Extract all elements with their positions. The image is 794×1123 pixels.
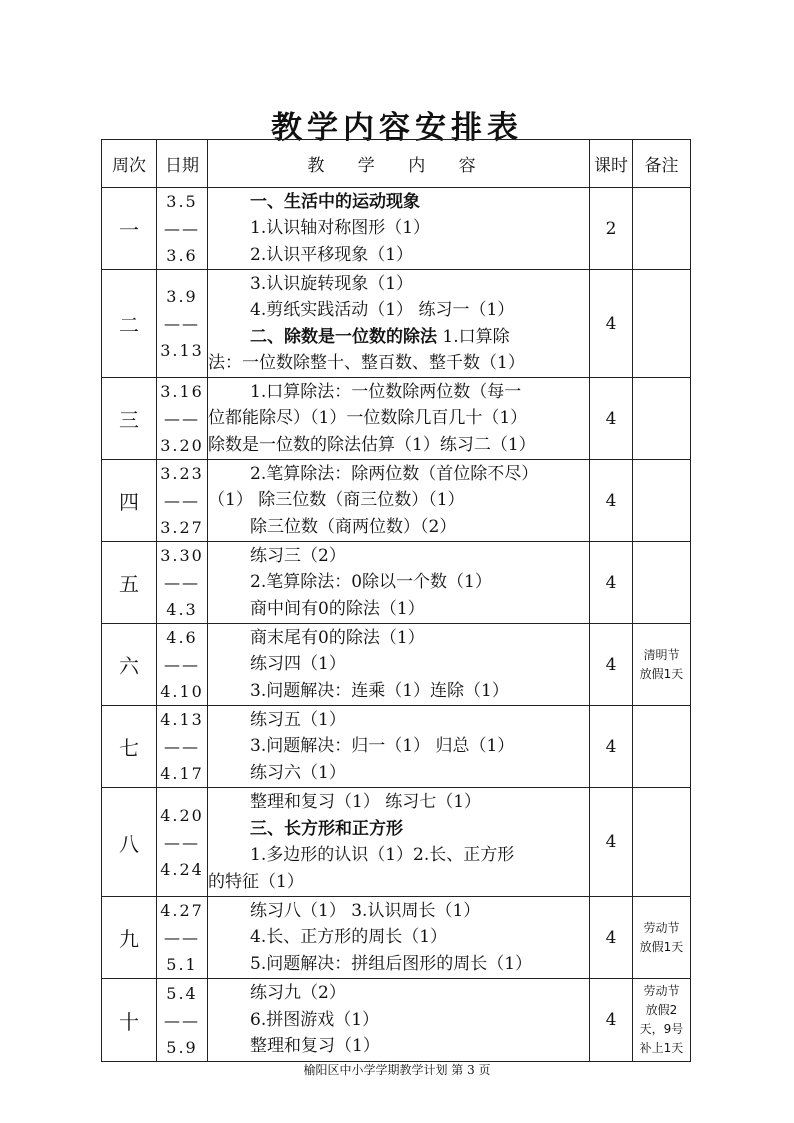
- section-heading: 一、生活中的运动现象: [250, 191, 420, 212]
- date-line: 4.3: [166, 600, 198, 619]
- date-line: ——: [164, 409, 200, 428]
- content-text: 1.多边形的认识（1）2.长、正方形: [250, 845, 515, 865]
- content-line: [208, 625, 589, 652]
- content-line: [208, 432, 589, 459]
- content-line: [208, 651, 589, 678]
- hours-cell: 2: [590, 188, 633, 270]
- content-text: 练习六（1）: [250, 762, 346, 783]
- content-text: 的特征（1）: [208, 871, 304, 892]
- content-cell: [208, 542, 590, 624]
- note-cell: [633, 270, 691, 378]
- week-cell: 二: [102, 270, 157, 378]
- content-cell: [208, 188, 590, 270]
- date-line: 4.6: [166, 628, 198, 647]
- date-line: 3.27: [160, 518, 204, 537]
- page-footer: 榆阳区中小学学期教学计划 第 3 页: [303, 1063, 491, 1077]
- content-cell: [208, 979, 590, 1062]
- content-line: [208, 924, 589, 951]
- note-cell: [633, 706, 691, 788]
- header-content: 教 学 内 容: [208, 140, 590, 188]
- note-cell: [633, 542, 691, 624]
- date-line: 3.16: [160, 382, 204, 401]
- date-line: ——: [164, 928, 200, 947]
- content-line: [208, 842, 589, 869]
- note-cell: [633, 897, 691, 979]
- table-row: [102, 270, 691, 378]
- content-cell: [208, 897, 590, 979]
- content-text: 5.问题解决：拼组后图形的周长（1）: [250, 953, 533, 974]
- table-row: [102, 979, 691, 1062]
- date-line: 4.17: [160, 764, 204, 783]
- content-text: 练习五（1）: [250, 709, 346, 730]
- header-note: 备注: [633, 140, 691, 188]
- date-line: ——: [164, 491, 200, 510]
- date-line: 4.10: [160, 682, 204, 701]
- date-line: ——: [164, 737, 200, 756]
- date-line: ——: [164, 573, 200, 592]
- header-date: 日期: [157, 140, 208, 188]
- table-row: [102, 460, 691, 542]
- content-text: 商中间有0的除法（1）: [250, 598, 425, 619]
- hours-cell: 4: [590, 624, 633, 706]
- note-cell: [633, 378, 691, 460]
- content-cell: [208, 706, 590, 788]
- section-heading: 二、除数是一位数的除法: [250, 326, 437, 347]
- content-cell: [208, 788, 590, 897]
- content-line: [208, 760, 589, 787]
- note-line: 放假2: [645, 1003, 678, 1017]
- note-cell: [633, 624, 691, 706]
- table-row: [102, 706, 691, 788]
- note-line: 放假1天: [639, 666, 684, 681]
- content-text: （1） 除三位数（商三位数）（1）: [208, 490, 465, 511]
- content-line: [208, 569, 589, 596]
- date-line: 3.9: [166, 287, 198, 306]
- note-line: 劳动节: [643, 920, 680, 935]
- content-line: [208, 242, 589, 269]
- content-text: 除数是一位数的除法估算（1）练习二（1）: [208, 434, 536, 455]
- note-line: 放假1天: [639, 939, 684, 954]
- note-cell: [633, 788, 691, 897]
- hours-cell: 4: [590, 788, 633, 897]
- date-line: 3.13: [160, 341, 204, 360]
- header-hours: 课时: [590, 140, 633, 188]
- date-line: ——: [164, 832, 200, 852]
- hours-cell: 4: [590, 460, 633, 542]
- content-line: [208, 898, 589, 925]
- content-text: 3.问题解决：归一（1） 归总（1）: [250, 736, 515, 757]
- content-text: 1.认识轴对称图形（1）: [250, 218, 431, 239]
- date-cell: [157, 378, 208, 460]
- week-cell: 七: [102, 706, 157, 788]
- content-text: 3.问题解决：连乘（1）连除（1）: [250, 680, 509, 701]
- content-line: [208, 189, 589, 216]
- content-line: [208, 951, 589, 978]
- content-text: 3.认识旋转现象（1）: [250, 273, 414, 294]
- content-line: [208, 789, 589, 816]
- header-row: [102, 140, 691, 188]
- page-title: 教学内容安排表: [271, 110, 523, 146]
- content-line: [208, 487, 589, 514]
- date-cell: [157, 979, 208, 1062]
- content-text: 1.口算除法：一位数除两位数（每一: [250, 381, 522, 402]
- content-line: [208, 543, 589, 570]
- content-text: 商末尾有0的除法（1）: [250, 627, 425, 648]
- date-line: 4.13: [160, 710, 204, 729]
- content-text: 除三位数（商两位数）（2）: [250, 516, 457, 537]
- content-text: 2.笔算除法：0除以一个数（1）: [250, 572, 492, 593]
- content-text: 2.认识平移现象（1）: [250, 244, 414, 265]
- content-line: [208, 514, 589, 541]
- note-cell: [633, 460, 691, 542]
- note-line: 劳动节: [643, 984, 680, 998]
- content-line: [208, 297, 589, 324]
- date-line: 4.20: [160, 805, 204, 825]
- note-line: 天，9号: [639, 1022, 684, 1036]
- content-text: 练习九（2）: [250, 983, 346, 1004]
- content-line: [208, 869, 589, 896]
- content-line: [208, 379, 589, 406]
- content-cell: [208, 460, 590, 542]
- date-line: 3.20: [160, 436, 204, 455]
- note-line: 补上1天: [639, 1041, 684, 1055]
- hours-cell: 4: [590, 270, 633, 378]
- content-text: 整理和复习（1）: [250, 1036, 380, 1057]
- content-text: 2.笔算除法：除两位数（首位除不尽）: [250, 463, 539, 484]
- content-line: [208, 350, 589, 377]
- week-cell: 九: [102, 897, 157, 979]
- content-line: [208, 215, 589, 242]
- date-cell: [157, 897, 208, 979]
- content-text: 练习四（1）: [250, 654, 346, 675]
- content-line: [208, 324, 589, 351]
- content-line: [208, 678, 589, 705]
- table-row: [102, 788, 691, 897]
- note-cell: [633, 188, 691, 270]
- content-text: 6.拼图游戏（1）: [250, 1009, 380, 1030]
- hours-cell: 4: [590, 706, 633, 788]
- date-line: 5.9: [166, 1037, 198, 1057]
- date-cell: [157, 788, 208, 897]
- week-cell: 八: [102, 788, 157, 897]
- section-heading: 三、长方形和正方形: [250, 818, 403, 839]
- hours-cell: 4: [590, 542, 633, 624]
- table-row: [102, 897, 691, 979]
- hours-cell: 4: [590, 979, 633, 1062]
- week-cell: 五: [102, 542, 157, 624]
- date-cell: [157, 542, 208, 624]
- content-line: [208, 707, 589, 734]
- content-text: 法：一位数除整十、整百数、整千数（1）: [208, 353, 525, 373]
- date-line: 5.1: [166, 955, 198, 974]
- date-line: 4.27: [160, 901, 204, 920]
- date-cell: [157, 270, 208, 378]
- header-week: 周次: [102, 140, 157, 188]
- content-line: [208, 1033, 589, 1060]
- content-text: 4.长、正方形的周长（1）: [250, 927, 448, 948]
- content-text: 4.剪纸实践活动（1） 练习一（1）: [250, 300, 515, 320]
- content-text: 练习三（2）: [250, 545, 346, 566]
- content-text: 练习八（1） 3.认识周长（1）: [250, 900, 481, 921]
- date-line: 3.23: [160, 464, 204, 483]
- table-row: [102, 542, 691, 624]
- week-cell: 十: [102, 979, 157, 1062]
- table-row: [102, 624, 691, 706]
- content-line: [208, 405, 589, 432]
- table-row: [102, 188, 691, 270]
- date-line: ——: [164, 655, 200, 674]
- date-line: 3.5: [166, 192, 198, 211]
- content-line: [208, 733, 589, 760]
- week-cell: 三: [102, 378, 157, 460]
- content-text: 整理和复习（1） 练习七（1）: [250, 792, 482, 812]
- content-line: [208, 596, 589, 623]
- date-line: 4.24: [160, 859, 204, 879]
- content-line: [208, 980, 589, 1007]
- content-text: 1.口算除: [437, 326, 510, 347]
- week-cell: 一: [102, 188, 157, 270]
- date-line: ——: [164, 219, 200, 238]
- date-cell: [157, 624, 208, 706]
- date-line: 3.30: [160, 546, 204, 565]
- date-cell: [157, 460, 208, 542]
- week-cell: 六: [102, 624, 157, 706]
- content-cell: [208, 270, 590, 378]
- hours-cell: 4: [590, 378, 633, 460]
- note-cell: [633, 979, 691, 1062]
- content-cell: [208, 378, 590, 460]
- date-line: 5.4: [166, 983, 198, 1003]
- note-line: 清明节: [643, 647, 680, 662]
- content-cell: [208, 624, 590, 706]
- hours-cell: 4: [590, 897, 633, 979]
- content-line: [208, 816, 589, 843]
- date-cell: [157, 188, 208, 270]
- content-line: [208, 1007, 589, 1034]
- date-line: 3.6: [166, 246, 198, 265]
- content-line: [208, 461, 589, 488]
- date-line: ——: [164, 314, 200, 333]
- content-line: [208, 271, 589, 298]
- week-cell: 四: [102, 460, 157, 542]
- date-cell: [157, 706, 208, 788]
- schedule-table: [101, 139, 691, 1062]
- date-line: ——: [164, 1010, 200, 1030]
- content-text: 位都能除尽）（1）一位数除几百几十（1）: [208, 408, 528, 429]
- table-row: [102, 378, 691, 460]
